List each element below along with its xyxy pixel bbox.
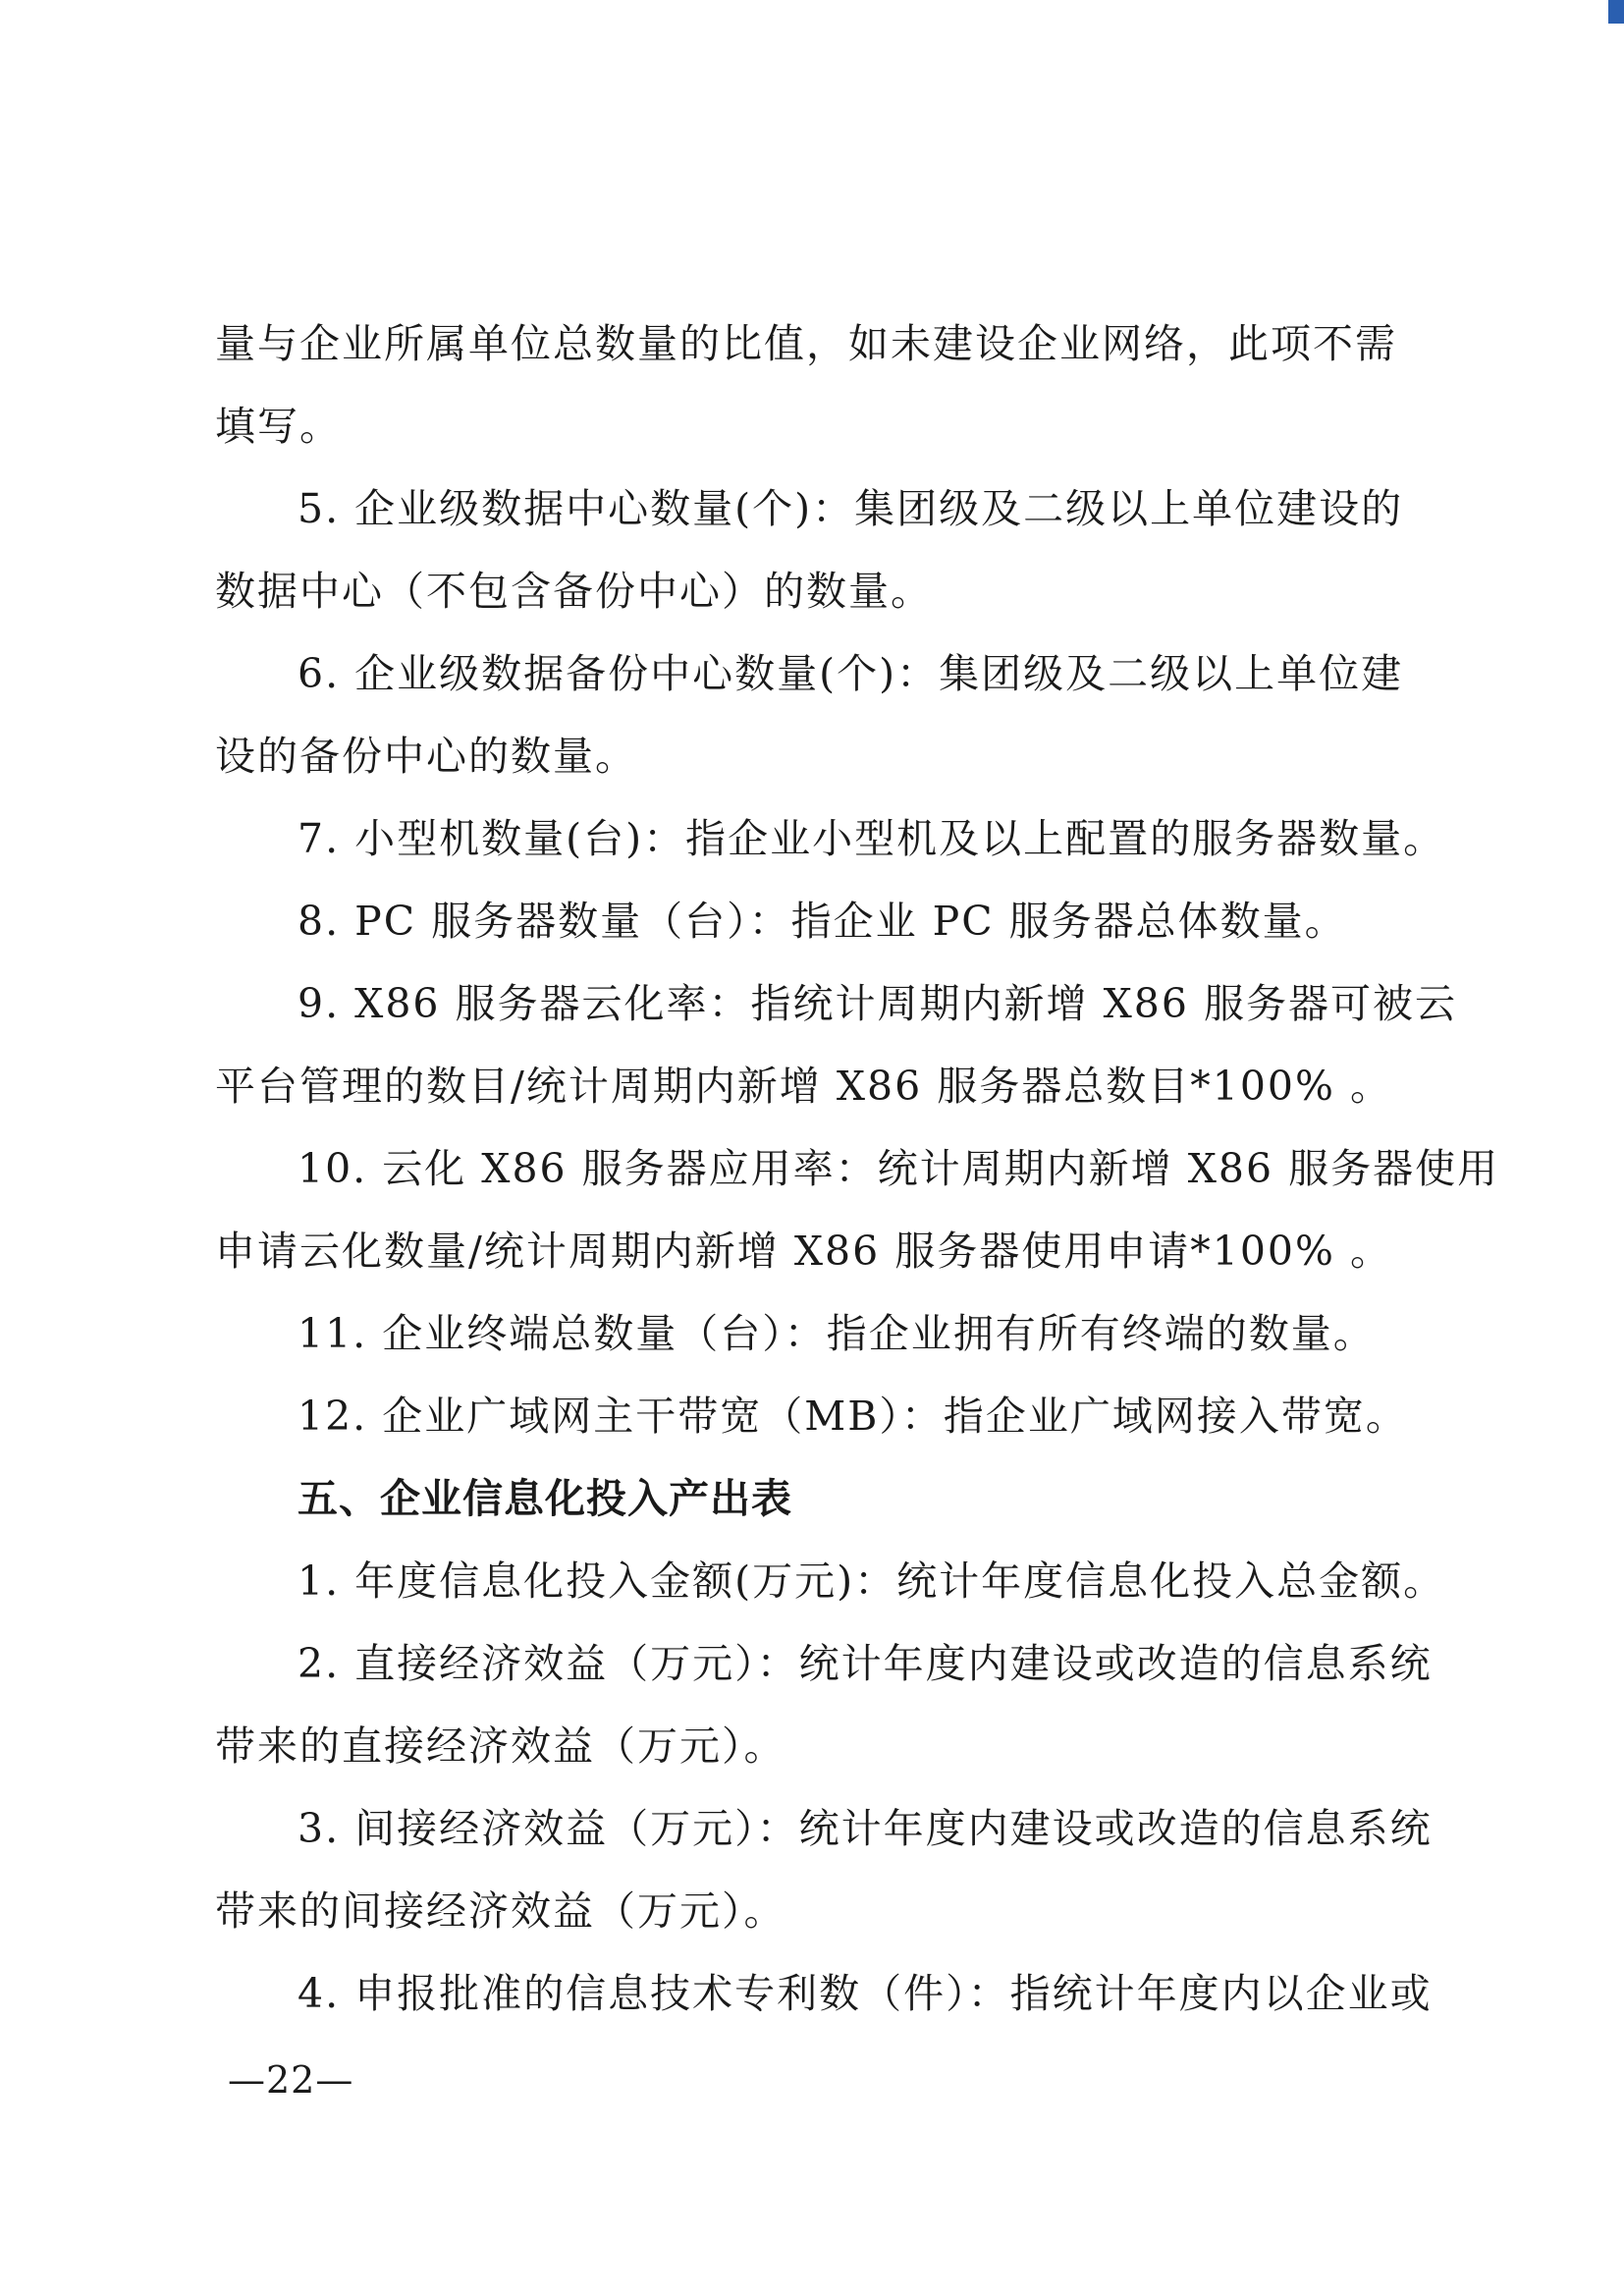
item-7-line: 7. 小型机数量(台)：指企业小型机及以上配置的服务器数量。: [298, 815, 1446, 862]
text-line: 设的备份中心的数量。: [215, 733, 637, 780]
item-10-line: 10. 云化 X86 服务器应用率：统计周期内新增 X86 服务器使用: [298, 1145, 1500, 1192]
text-line: 数据中心（不包含备份中心）的数量。: [215, 568, 933, 615]
section5-item-3-line: 3. 间接经济效益（万元）：统计年度内建设或改造的信息系统: [298, 1805, 1433, 1852]
text-line: 带来的直接经济效益（万元）。: [215, 1722, 786, 1770]
corner-color-mark: [1608, 0, 1624, 24]
text-line: 带来的间接经济效益（万元）。: [215, 1887, 786, 1935]
item-9-line: 9. X86 服务器云化率：指统计周期内新增 X86 服务器可被云: [298, 980, 1457, 1027]
text-line: 申请云化数量/统计周期内新增 X86 服务器使用申请*100% 。: [215, 1228, 1392, 1275]
text-line: 填写。: [215, 403, 342, 450]
item-11-line: 11. 企业终端总数量（台）：指企业拥有所有终端的数量。: [298, 1310, 1376, 1357]
page-number: —22—: [228, 2058, 354, 2102]
item-5-line: 5. 企业级数据中心数量(个)：集团级及二级以上单位建设的: [298, 485, 1404, 532]
section5-item-1-line: 1. 年度信息化投入金额(万元)：统计年度信息化投入总金额。: [298, 1557, 1446, 1605]
item-12-line: 12. 企业广域网主干带宽（MB）：指企业广域网接入带宽。: [298, 1393, 1408, 1440]
item-6-line: 6. 企业级数据备份中心数量(个)：集团级及二级以上单位建: [298, 650, 1404, 697]
text-line: 平台管理的数目/统计周期内新增 X86 服务器总数目*100% 。: [215, 1063, 1392, 1110]
section5-item-2-line: 2. 直接经济效益（万元）：统计年度内建设或改造的信息系统: [298, 1640, 1433, 1687]
body-text: [215, 302, 1500, 2035]
item-8-line: 8. PC 服务器数量（台）：指企业 PC 服务器总体数量。: [298, 898, 1347, 945]
text-line: 量与企业所属单位总数量的比值，如未建设企业网络，此项不需: [215, 320, 1397, 367]
section5-item-4-line: 4. 申报批准的信息技术专利数（件）：指统计年度内以企业或: [298, 1970, 1433, 2017]
section-heading: 五、企业信息化投入产出表: [298, 1475, 792, 1522]
